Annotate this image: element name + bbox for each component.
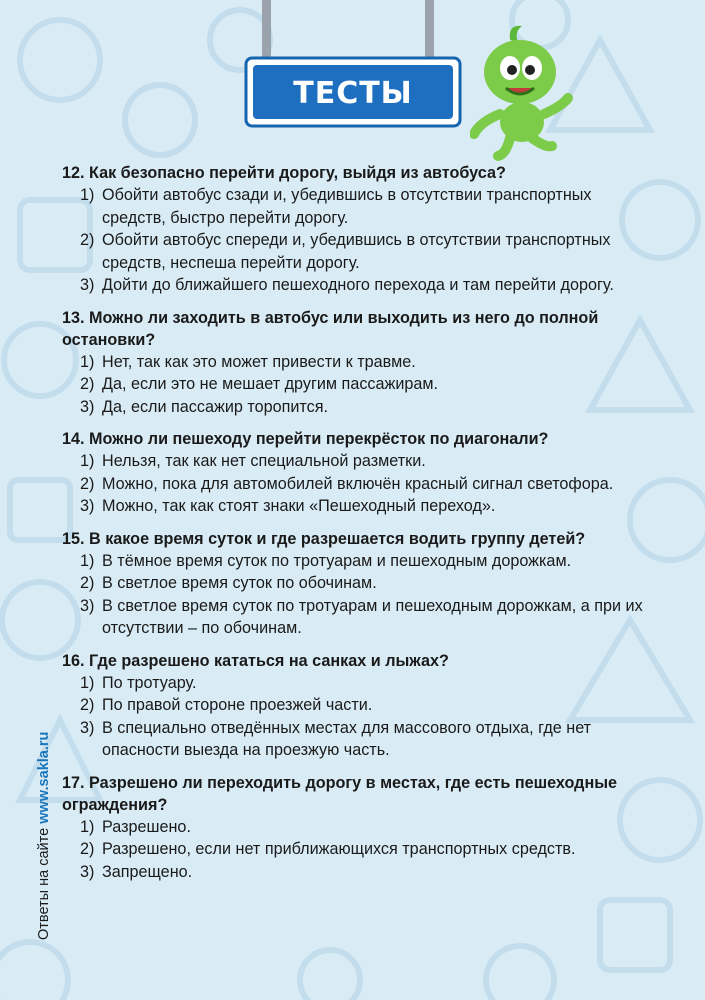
answer-text: В тёмное время суток по тротуарам и пешеходным дорожкам.: [102, 551, 572, 570]
question-title: 17. Разрешено ли переходить дорогу в местах, где есть пешеходные ограждения?: [62, 773, 618, 814]
mascot-illustration: [470, 22, 580, 162]
answer-text: Запрещено.: [102, 862, 193, 881]
answer-option: [62, 184, 652, 229]
answer-option: [62, 473, 652, 496]
answer-text: Обойти автобус спереди и, убедившись в отсутствии транспортных средств, неспеша перейти дорогу.: [102, 231, 611, 272]
question-block: [62, 650, 652, 762]
question-title: 13. Можно ли заходить в автобус или выходить из него до полной остановки?: [62, 308, 599, 349]
answer-number: 1): [80, 186, 95, 204]
answer-number: 2): [80, 474, 95, 493]
answer-number: 3): [80, 276, 95, 294]
answer-number: 2): [80, 574, 95, 592]
answer-number: 1): [80, 352, 95, 371]
answer-text: Дойти до ближайшего пешеходного перехода и там перейти дорогу.: [102, 276, 614, 294]
question-block: [62, 162, 652, 297]
answer-text: Обойти автобус сзади и, убедившись в отсутствии транспортных средств, быстро перейти дорогу.: [102, 186, 592, 227]
question-block: [62, 772, 652, 884]
answer-number: 3): [80, 596, 95, 615]
answer-text: Нет, так как это может привести к травме.: [102, 352, 416, 371]
answer-option: [62, 373, 652, 396]
answer-text: Разрешено, если нет приближающихся транспортных средств.: [102, 840, 576, 858]
answer-text: В специально отведённых местах для массового отдыха, где нет опасности выезда на проезжую часть.: [102, 718, 592, 759]
answer-text: Можно, пока для автомобилей включён красный сигнал светофора.: [102, 474, 614, 493]
answer-option: [62, 229, 652, 274]
question-title: 15. В какое время суток и где разрешается водить группу детей?: [62, 529, 586, 548]
answer-text: Нельзя, так как нет специальной разметки.: [102, 452, 426, 470]
answer-text: В светлое время суток по тротуарам и пешеходным дорожкам, а при их отсутствии – по обочинам.: [102, 596, 643, 637]
answer-text: Можно, так как стоят знаки «Пешеходный переход».: [102, 497, 496, 515]
answer-number: 2): [80, 840, 95, 858]
answer-option: [62, 495, 652, 518]
answer-option: [62, 550, 652, 573]
answer-text: Разрешено.: [102, 817, 191, 836]
answer-option: [62, 595, 652, 640]
answer-option: [62, 396, 652, 419]
answer-number: 2): [80, 231, 95, 249]
answer-number: 3): [80, 397, 95, 416]
question-block: [62, 428, 652, 518]
answer-number: 1): [80, 452, 95, 470]
answer-text: В светлое время суток по обочинам.: [102, 574, 377, 592]
answer-number: 3): [80, 862, 95, 881]
answer-option: [62, 351, 652, 374]
answer-number: 3): [80, 718, 95, 737]
question-title: 14. Можно ли пешеходу перейти перекрёсток по диагонали?: [62, 430, 549, 448]
answer-option: [62, 816, 652, 839]
answer-option: [62, 274, 652, 297]
question-block: [62, 307, 652, 419]
answer-text: По правой стороне проезжей части.: [102, 696, 373, 714]
answer-option: [62, 861, 652, 884]
answer-text: Да, если это не мешает другим пассажирам.: [102, 375, 439, 393]
answer-number: 3): [80, 497, 95, 515]
answer-option: [62, 717, 652, 762]
answer-number: 1): [80, 673, 95, 692]
answer-option: [62, 694, 652, 717]
answer-option: [62, 572, 652, 595]
answer-number: 2): [80, 375, 95, 393]
answer-number: 2): [80, 696, 95, 714]
side-note-prefix: Ответы на сайте: [36, 827, 52, 940]
questions-list: [62, 162, 652, 893]
answer-number: 1): [80, 817, 95, 836]
question-block: [62, 528, 652, 640]
answer-option: [62, 450, 652, 473]
answer-text: Да, если пассажир торопится.: [102, 397, 329, 416]
site-url-link[interactable]: www.sakla.ru: [36, 731, 52, 824]
answer-option: [62, 838, 652, 861]
answer-number: 1): [80, 551, 95, 570]
answer-option: [62, 672, 652, 695]
question-title: 16. Где разрешено кататься на санках и лыжах?: [62, 651, 449, 670]
page-title: ТЕСТЫ: [293, 75, 413, 111]
question-title: 12. Как безопасно перейти дорогу, выйдя из автобуса?: [62, 164, 506, 182]
answers-site-note: [36, 732, 52, 940]
answer-text: По тротуару.: [102, 673, 197, 692]
